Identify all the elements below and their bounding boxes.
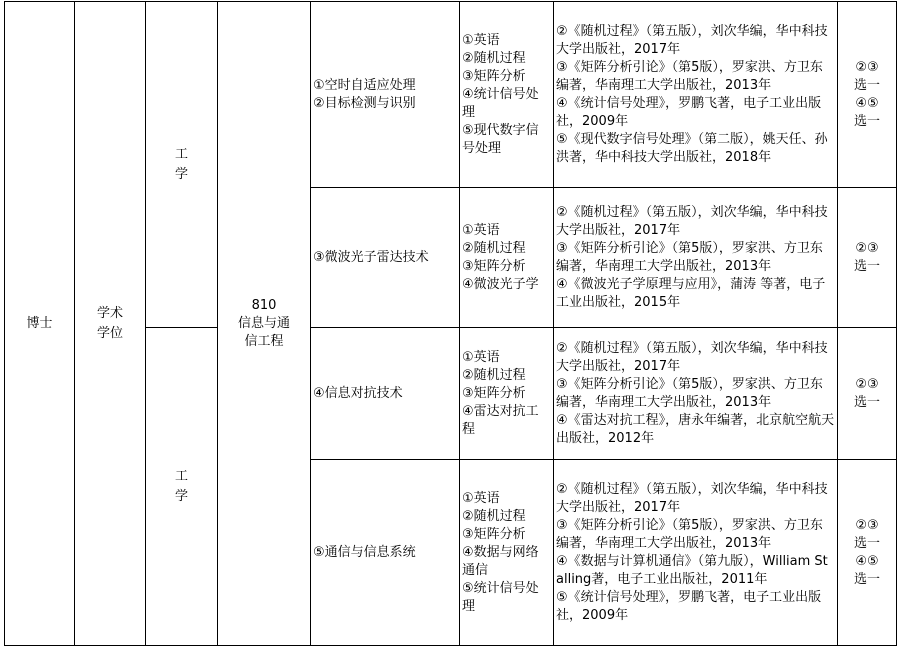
reference-item: ③《矩阵分析引论》（第5版），罗家洪、方卫东编著，华南理工大学出版社，2013年	[556, 59, 823, 93]
subjects-cell	[460, 2, 554, 188]
reference-item: ⑤《现代数字信号处理》（第二版），姚天任、孙洪著，华中科技大学出版社，2018年	[556, 131, 828, 165]
subjects-cell	[460, 188, 554, 328]
table-row	[5, 2, 897, 188]
selection-note: 选一	[853, 571, 880, 587]
subject-item: ④数据与网络通信	[462, 544, 539, 578]
subject-item: ④微波光子学	[462, 276, 539, 292]
direction-cell	[311, 460, 460, 646]
direction-item: ③微波光子雷达技术	[313, 249, 429, 265]
selection-note: ②③	[855, 240, 879, 256]
discipline-cell-bottom	[146, 328, 218, 646]
discipline-label-top: 工学	[174, 146, 188, 182]
subjects-cell	[460, 328, 554, 460]
reference-item: ④《统计信号处理》，罗鹏飞著，电子工业出版社，2009年	[556, 95, 822, 129]
selection-note: ②③	[855, 59, 879, 75]
selection-cell	[838, 2, 897, 188]
direction-item: ④信息对抗技术	[313, 385, 403, 401]
subject-item: ①英语	[462, 222, 500, 238]
selection-note: ④⑤	[855, 95, 879, 111]
selection-note: ④⑤	[855, 553, 879, 569]
subject-item: ⑤统计信号处理	[462, 580, 539, 614]
degree-label: 博士	[26, 315, 53, 331]
subject-item: ④统计信号处理	[462, 86, 539, 120]
degree-cell	[5, 2, 75, 646]
selection-note: 选一	[853, 535, 880, 551]
degree-type-label: 学术学位	[96, 305, 123, 341]
reference-item: ③《矩阵分析引论》（第5版），罗家洪、方卫东编著，华南理工大学出版社，2013年	[556, 376, 823, 410]
references-cell	[554, 328, 838, 460]
selection-note: 选一	[853, 258, 880, 274]
direction-item: ⑤通信与信息系统	[313, 544, 416, 560]
selection-cell	[838, 188, 897, 328]
major-code: 810	[251, 297, 277, 313]
selection-note: ②③	[855, 376, 879, 392]
direction-cell	[311, 188, 460, 328]
references-cell	[554, 188, 838, 328]
selection-note: 选一	[853, 77, 880, 93]
reference-item: ②《随机过程》（第五版），刘次华编，华中科技大学出版社，2017年	[556, 481, 828, 515]
subject-item: ②随机过程	[462, 508, 526, 524]
subject-item: ①英语	[462, 490, 500, 506]
direction-item: ②目标检测与识别	[313, 95, 416, 111]
reference-item: ③《矩阵分析引论》（第5版），罗家洪、方卫东编著，华南理工大学出版社，2013年	[556, 517, 823, 551]
direction-item: ①空时自适应处理	[313, 77, 416, 93]
reference-item: ③《矩阵分析引论》（第5版），罗家洪、方卫东编著，华南理工大学出版社，2013年	[556, 240, 823, 274]
discipline-cell-top	[146, 2, 218, 328]
direction-cell	[311, 2, 460, 188]
references-cell	[554, 460, 838, 646]
subject-item: ③矩阵分析	[462, 385, 526, 401]
reference-item: ②《随机过程》（第五版），刘次华编，华中科技大学出版社，2017年	[556, 340, 828, 374]
subjects-cell	[460, 460, 554, 646]
degree-type-cell	[75, 2, 146, 646]
selection-cell	[838, 460, 897, 646]
reference-item: ④《数据与计算机通信》（第九版），William Stalling著，电子工业出版社，2011年	[556, 553, 828, 587]
reference-item: ④《微波光子学原理与应用》，蒲涛 等著，电子工业出版社，2015年	[556, 276, 826, 310]
subject-item: ④雷达对抗工程	[462, 403, 539, 437]
subject-item: ③矩阵分析	[462, 526, 526, 542]
selection-note: 选一	[853, 394, 880, 410]
subject-item: ②随机过程	[462, 50, 526, 66]
reference-item: ④《雷达对抗工程》，唐永年编著，北京航空航天出版社，2012年	[556, 412, 835, 446]
selection-note: ②③	[855, 517, 879, 533]
subject-item: ③矩阵分析	[462, 68, 526, 84]
major-cell	[218, 2, 311, 646]
references-cell	[554, 2, 838, 188]
subject-item: ①英语	[462, 349, 500, 365]
major-name: 信息与通信工程	[237, 315, 290, 349]
subject-item: ②随机过程	[462, 240, 526, 256]
subject-item: ③矩阵分析	[462, 258, 526, 274]
selection-cell	[838, 328, 897, 460]
direction-cell	[311, 328, 460, 460]
discipline-label-bottom: 工学	[174, 468, 188, 504]
selection-note: 选一	[853, 113, 880, 129]
subject-item: ①英语	[462, 32, 500, 48]
reference-item: ②《随机过程》（第五版），刘次华编，华中科技大学出版社，2017年	[556, 23, 828, 57]
reference-item: ⑤《统计信号处理》，罗鹏飞著，电子工业出版社，2009年	[556, 589, 822, 623]
reference-item: ②《随机过程》（第五版），刘次华编，华中科技大学出版社，2017年	[556, 204, 828, 238]
subject-item: ②随机过程	[462, 367, 526, 383]
subject-item: ⑤现代数字信号处理	[462, 122, 539, 156]
program-table	[4, 1, 897, 646]
